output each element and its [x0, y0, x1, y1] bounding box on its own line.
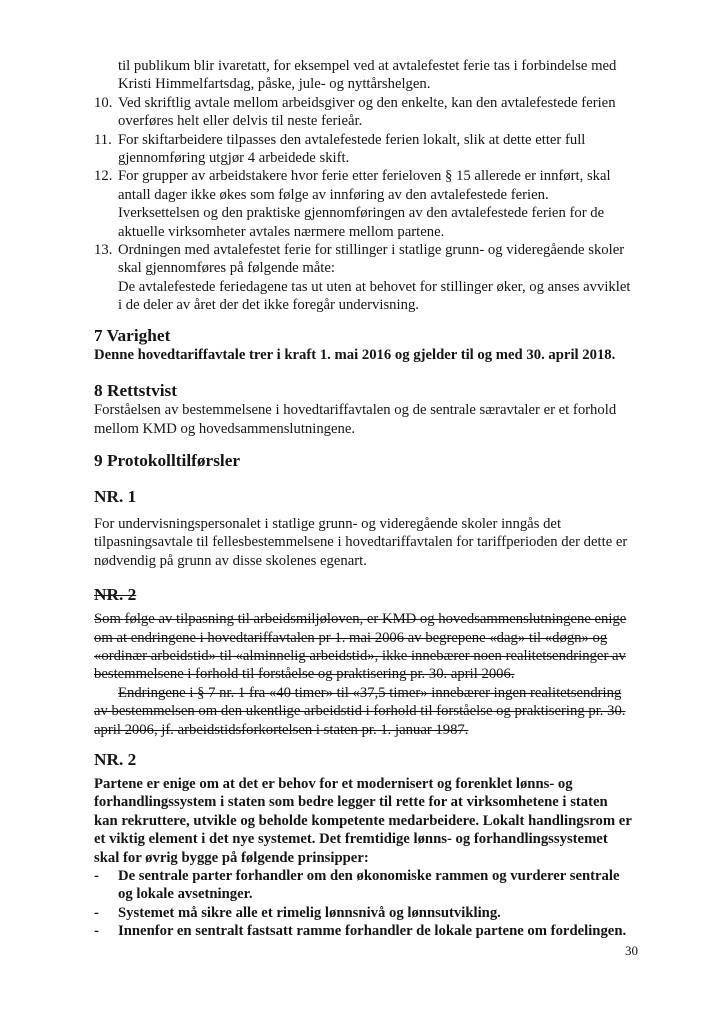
nr1-body: For undervisningspersonalet i statlige grunn- og videregående skoler inngås det tilpasningsavtale til fellesbestemmelsene i hovedtariffavtalen for tariffperioden der dette er nødvendig på grunn av disse skolenes egenart.: [94, 515, 628, 569]
varighet-body: Denne hovedtariffavtale trer i kraft 1. mai 2016 og gjelder til og med 30. april 2018.: [94, 346, 616, 363]
list-item-13: [94, 241, 632, 315]
bullet-text: De sentrale parter forhandler om den økonomiske rammen og vurderer sentrale og lokale avsetninger.: [118, 868, 620, 903]
item-number: 11.: [94, 131, 112, 148]
nr2-struck-paragraph-1: Som følge av tilpasning til arbeidsmiljøloven, er KMD og hovedsammenslutningene enige om at endringene i hovedtariffavtalen pr 1. mai 2006 av begrepene «dag» til «døgn» og «ordinær arbeidstid» til «alminnelig arbeidstid», ikke innebærer noen realitetsendringer av bestemmelsene i forhold til forståelse og praktisering pr. 30. april 2006.: [94, 611, 627, 683]
subsection-heading-nr1: NR. 1: [94, 486, 137, 506]
section-heading-protokolltilforsler: 9 Protokolltilførsler: [94, 450, 241, 470]
numbered-list: [94, 94, 632, 315]
dash-bullet-marker: -: [94, 923, 99, 940]
list-item-12: [94, 167, 632, 241]
bullet-item: [94, 922, 632, 940]
principles-bullet-list: [94, 867, 632, 941]
item-text: For grupper av arbeidstakere hvor ferie etter ferieloven § 15 allerede er innført, skal antall dager ikke økes som følge av innføring av den avtalefestede ferien. Iverksettelsen og den praktiske gjennomføringen av den avtalefestede ferien for de aktuelle virksomheter avtales nærmere mellom partene.: [118, 168, 611, 240]
rettstvist-body: Forståelsen av bestemmelsene i hovedtariffavtalen og de sentrale særavtaler er et forhold mellom KMD og hovedsammenslutningene.: [94, 402, 617, 437]
item-text: For skiftarbeidere tilpasses den avtalefestede ferien lokalt, slik at dette etter full gjennomføring utgjør 4 arbeidede skift.: [118, 131, 586, 167]
page-number: 30: [625, 943, 638, 958]
list-item-10: [94, 94, 632, 131]
list-item-11: [94, 131, 632, 168]
continuation-paragraph: til publikum blir ivaretatt, for eksempel ved at avtalefestet ferie tas i forbindelse med Kristi Himmelfartsdag, påske, jule- og nyttårshelgen.: [118, 58, 617, 93]
subsection-heading-nr2: NR. 2: [94, 749, 137, 769]
item-text-continued: De avtalefestede feriedagene tas ut uten at behovet for stillinger øker, og anses avviklet i de deler av året der det ikke foregår undervisning.: [118, 278, 631, 314]
section-heading-varighet: 7 Varighet: [94, 325, 171, 345]
nr2-body: Partene er enige om at det er behov for et modernisert og forenklet lønns- og forhandlingssystem i staten som bedre legger til rette for at virksomhetene i staten kan rekruttere, utvikle og beholde kompetente medarbeidere. Lokalt handlingsrom er et viktig element i det nye systemet. Det fremtidige lønns- og forhandlingssystemet skal for øvrig bygge på følgende prinsipper:: [94, 775, 632, 866]
bullet-text: Systemet må sikre alle et rimelig lønnsnivå og lønnsutvikling.: [118, 904, 501, 921]
item-text: Ved skriftlig avtale mellom arbeidsgiver og den enkelte, kan den avtalefestede ferien overføres helt eller delvis til neste ferieår.: [118, 94, 616, 130]
subsection-heading-nr2-struck: NR. 2: [94, 585, 137, 605]
bullet-item: [94, 904, 632, 922]
bullet-item: [94, 867, 632, 904]
item-number: 12.: [94, 168, 113, 185]
item-number: 13.: [94, 242, 113, 259]
item-number: 10.: [94, 94, 113, 111]
dash-bullet-marker: -: [94, 904, 99, 921]
item-text-group: [118, 241, 632, 315]
nr2-struck-paragraph-2: Endringene i § 7 nr. 1 fra «40 timer» til «37,5 timer» innebærer ingen realitetsendring av bestemmelsen om den ukentlige arbeidstid i forhold til forståelse og praktisering pr. 30. april 2006, jf. arbeidstidsforkortelsen i staten pr. 1. januar 1987.: [94, 684, 626, 738]
section-heading-rettstvist: 8 Rettstvist: [94, 381, 178, 401]
dash-bullet-marker: -: [94, 868, 99, 884]
bullet-text: Innenfor en sentralt fastsatt ramme forhandler de lokale partene om fordelingen.: [118, 923, 627, 940]
item-text: Ordningen med avtalefestet ferie for stillinger i statlige grunn- og videregående skoler skal gjennomføres på følgende måte:: [118, 242, 625, 277]
